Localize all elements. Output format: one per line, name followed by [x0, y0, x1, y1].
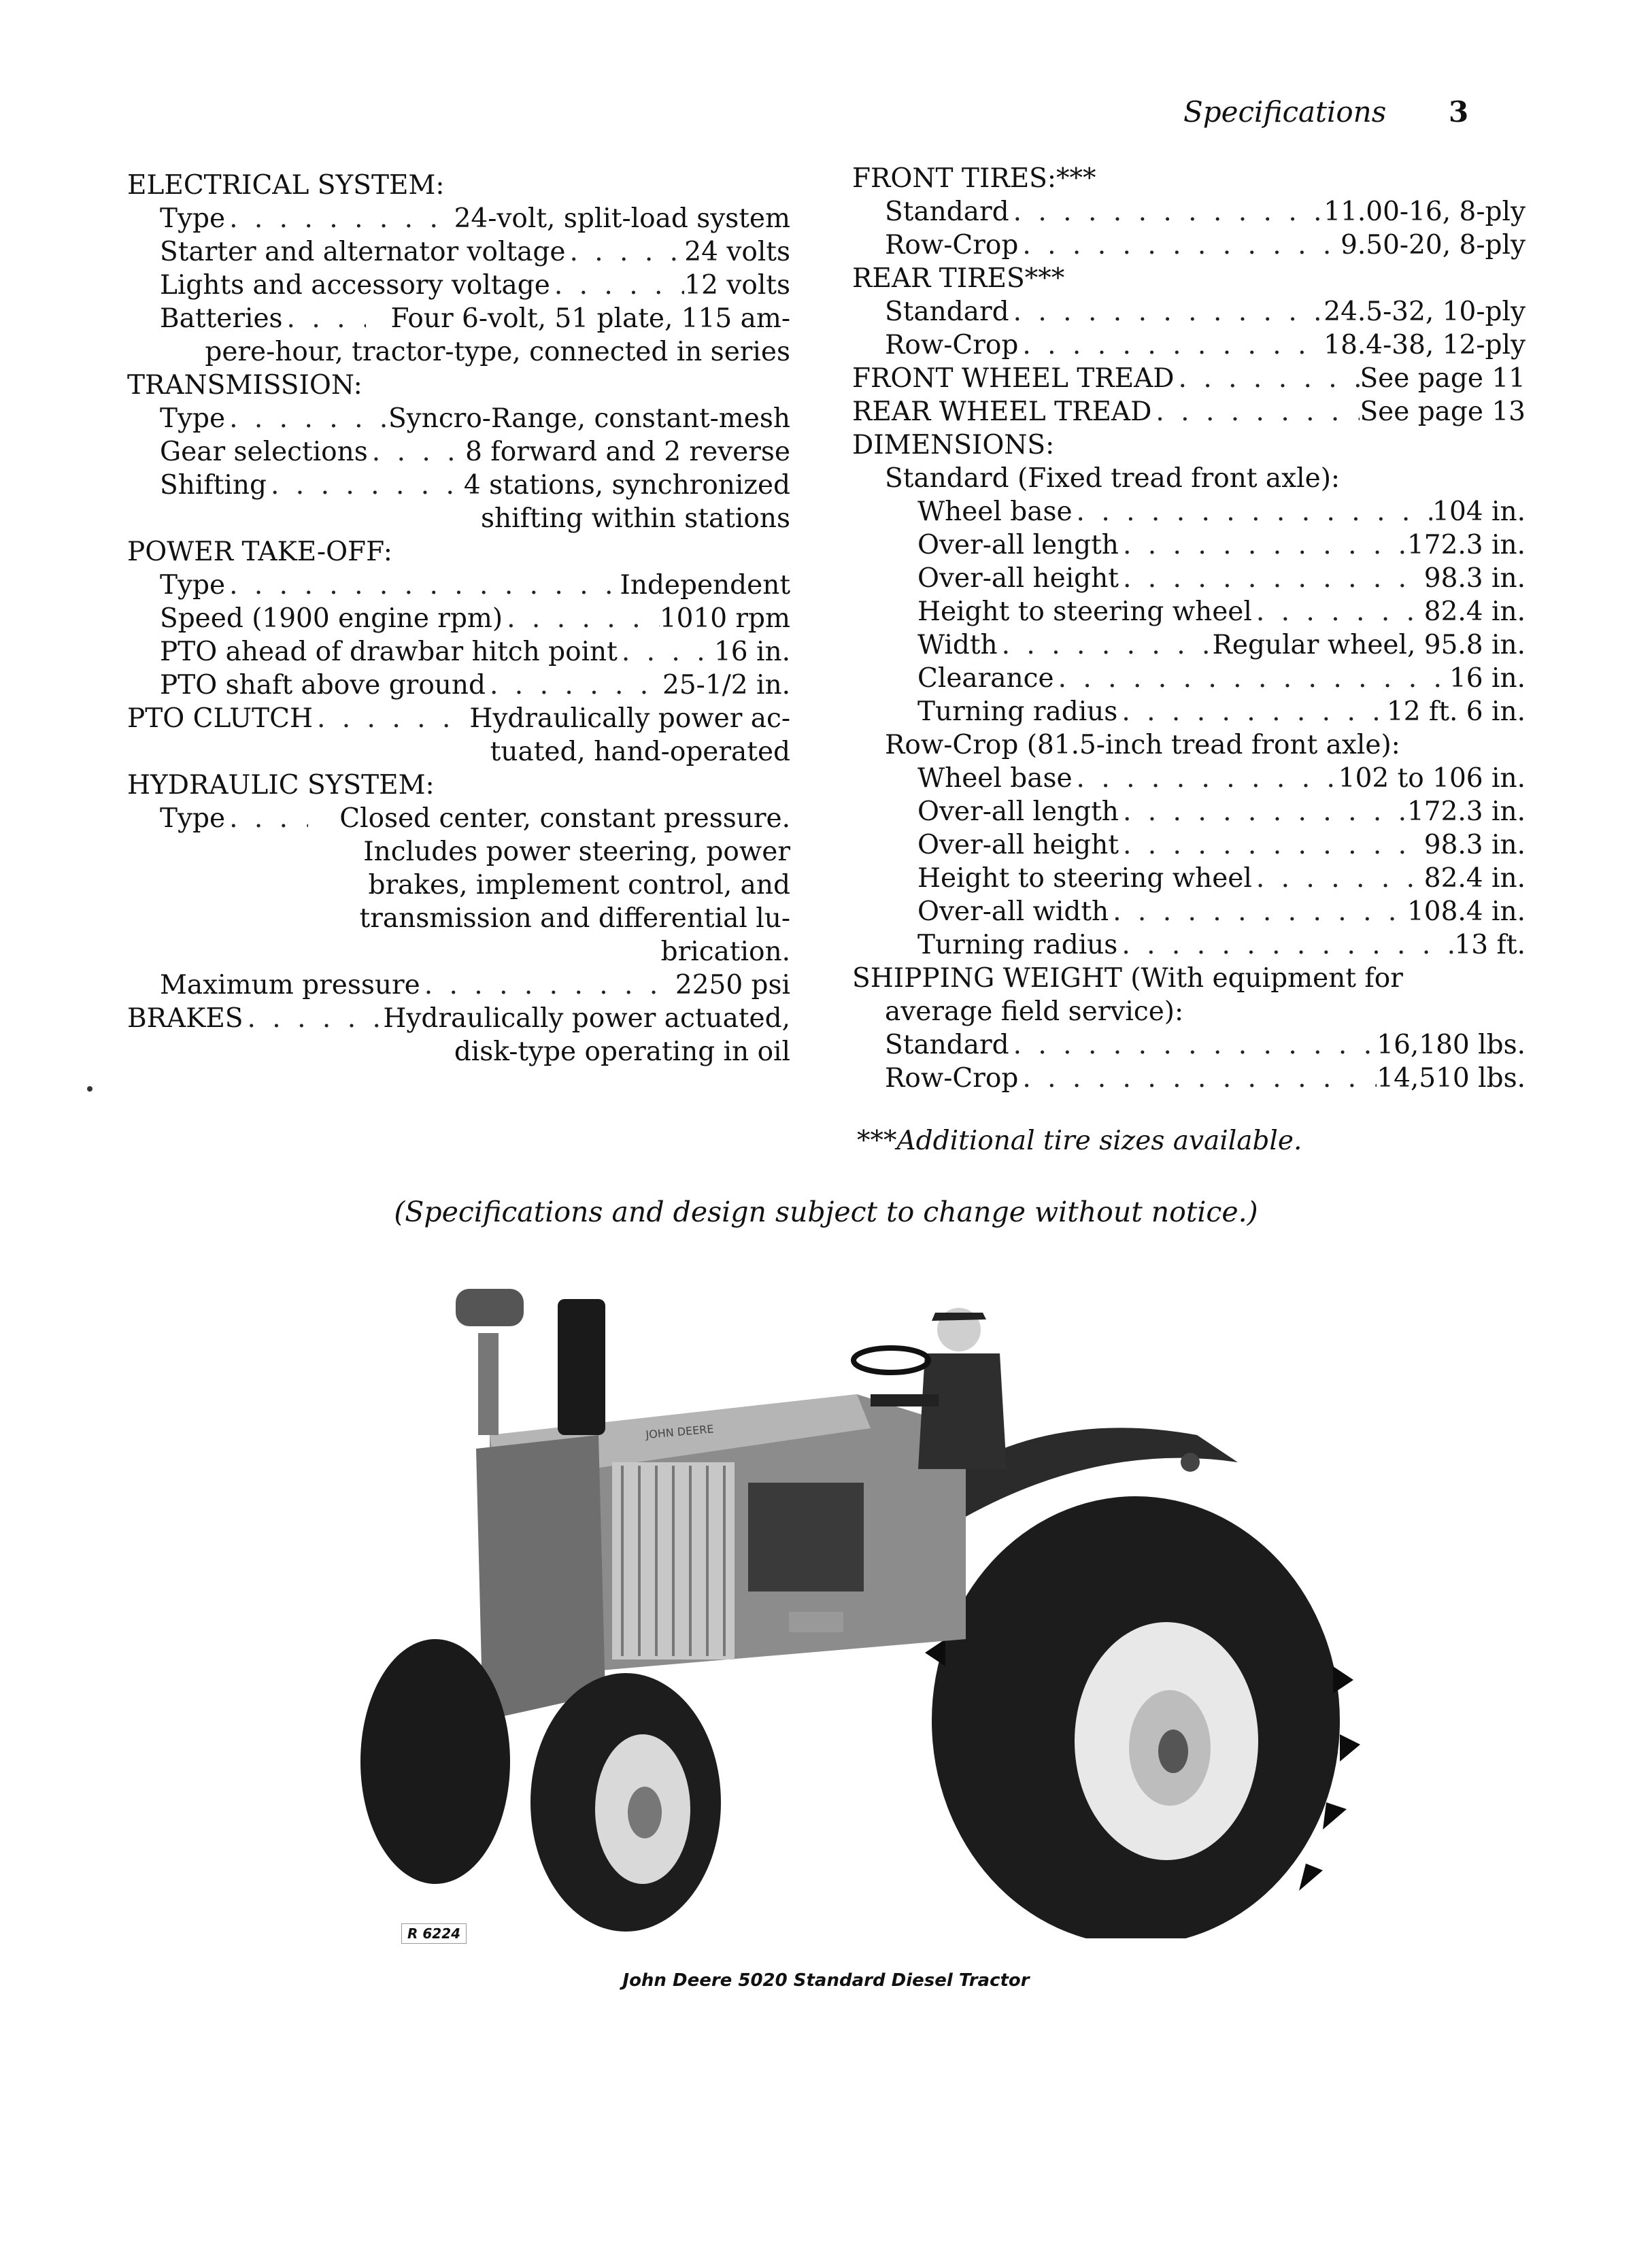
spec-value: 172.3 in.: [1406, 796, 1525, 827]
spec-value: Includes power steering, power: [363, 837, 790, 867]
leader-dots: [225, 202, 454, 235]
spec-line: [127, 1002, 790, 1035]
spec-label: Over-all height: [917, 563, 1119, 594]
spec-value: See page 11: [1360, 363, 1525, 394]
exhaust-and-intake-graphic: [456, 1289, 605, 1435]
spec-value: 98.3 in.: [1423, 563, 1525, 594]
leader-dots: [550, 269, 684, 302]
spec-line: [127, 469, 790, 502]
running-head: [1183, 95, 1469, 129]
spec-label: REAR WHEEL TREAD: [852, 397, 1152, 427]
spec-label: Lights and accessory voltage: [160, 270, 550, 301]
spec-value: 82.4 in.: [1423, 596, 1525, 627]
leader-dots: [1252, 595, 1424, 628]
change-notice: (Specifications and design subject to change without notice.): [394, 1196, 1258, 1228]
spec-label: Maximum pressure: [160, 970, 420, 1000]
spec-line: [127, 1035, 790, 1068]
spec-label: Row-Crop: [885, 230, 1019, 260]
leader-dots: [486, 669, 662, 702]
leader-dots: [1009, 1028, 1377, 1062]
spec-line: [127, 502, 790, 535]
leader-dots: [1119, 528, 1407, 562]
spec-line: [852, 662, 1525, 695]
spec-line: [127, 968, 790, 1002]
leader-dots: [225, 802, 308, 835]
spec-value: 102 to 106 in.: [1338, 763, 1525, 794]
spec-line: [127, 235, 790, 269]
spec-value: 1010 rpm: [659, 603, 790, 634]
leader-dots: [1018, 229, 1341, 262]
spec-line: [852, 462, 1525, 495]
spec-label: Standard: [885, 197, 1009, 227]
spec-value: 172.3 in.: [1406, 530, 1525, 560]
spec-value: Four 6-volt, 51 plate, 115 am-: [390, 303, 790, 334]
leader-dots: [1018, 1062, 1377, 1095]
leader-dots: [1009, 295, 1324, 328]
spec-label: Turning radius: [917, 930, 1118, 960]
spec-line: [852, 562, 1525, 595]
spec-line: [852, 262, 1525, 295]
leader-dots: [1119, 795, 1407, 828]
spec-label: Starter and alternator voltage: [160, 237, 566, 267]
spec-line: [852, 229, 1525, 262]
spec-value: 104 in.: [1432, 496, 1525, 527]
spec-label: FRONT WHEEL TREAD: [852, 363, 1175, 394]
spec-line: [127, 202, 790, 235]
spec-label: Over-all length: [917, 796, 1119, 827]
spec-label: DIMENSIONS:: [852, 430, 1055, 460]
spec-label: Standard (Fixed tread front axle):: [885, 463, 1341, 494]
tractor-photo: [354, 1258, 1381, 1938]
spec-label: Turning radius: [917, 696, 1118, 727]
spec-label: PTO shaft above ground: [160, 670, 486, 701]
spec-value: Hydraulically power actuated,: [383, 1003, 790, 1034]
leader-dots: [1119, 562, 1424, 595]
leader-dots: [1117, 928, 1454, 962]
spec-line: [852, 962, 1525, 995]
spec-line: [852, 895, 1525, 928]
leader-dots: [618, 635, 714, 669]
leader-dots: [420, 968, 675, 1002]
spec-label: Standard: [885, 1030, 1009, 1060]
spec-value: shifting within stations: [481, 503, 790, 534]
leader-dots: [1119, 828, 1424, 862]
spec-line: [852, 362, 1525, 395]
spec-label: FRONT TIRES:***: [852, 163, 1096, 194]
section-title: Specifications: [1183, 95, 1387, 129]
spec-line: [852, 928, 1525, 962]
spec-line: [852, 728, 1525, 762]
leader-dots: [503, 602, 660, 635]
spec-line: [852, 595, 1525, 628]
spec-value: pere-hour, tractor-type, connected in series: [205, 337, 790, 367]
spec-line: [127, 335, 790, 369]
spec-label: BRAKES: [127, 1003, 243, 1034]
spec-line: [127, 635, 790, 669]
spec-label: Over-all height: [917, 830, 1119, 860]
spec-line: [852, 495, 1525, 528]
spec-label: Row-Crop (81.5-inch tread front axle):: [885, 730, 1400, 760]
spec-value: 2250 psi: [675, 970, 790, 1000]
spec-label: Type: [160, 203, 226, 234]
spec-label: Width: [917, 630, 998, 660]
spec-label: Type: [160, 803, 226, 834]
tire-footnote: ***Additional tire sizes available.: [857, 1126, 1302, 1156]
spec-value: 24.5-32, 10-ply: [1324, 297, 1525, 327]
spec-label: TRANSMISSION:: [127, 370, 363, 401]
spec-value: Regular wheel, 95.8 in.: [1212, 630, 1525, 660]
spec-label: Speed (1900 engine rpm): [160, 603, 503, 634]
leader-dots: [225, 402, 388, 435]
spec-label: REAR TIRES***: [852, 263, 1065, 294]
spec-label: POWER TAKE-OFF:: [127, 537, 392, 567]
photo-reference-number: R 6224: [401, 1923, 467, 1944]
leader-dots: [243, 1002, 384, 1035]
spec-line: [127, 569, 790, 602]
spec-label: PTO CLUTCH: [127, 703, 313, 734]
spec-label: Type: [160, 403, 226, 434]
spec-value: 12 ft. 6 in.: [1386, 696, 1525, 727]
spec-line: [127, 602, 790, 635]
leader-dots: [1175, 362, 1360, 395]
spec-value: 25-1/2 in.: [662, 670, 790, 701]
spec-line: [127, 302, 790, 335]
right-spec-column: [852, 162, 1525, 1095]
spec-value: 14,510 lbs.: [1377, 1063, 1525, 1094]
spec-line: [127, 369, 790, 402]
leader-dots: [1009, 195, 1324, 229]
spec-label: Standard: [885, 297, 1009, 327]
spec-value: Closed center, constant pressure.: [339, 803, 790, 834]
tractor-body-graphic: [476, 1394, 966, 1721]
margin-dot: [87, 1086, 92, 1092]
spec-line: [852, 762, 1525, 795]
spec-line: [127, 902, 790, 935]
spec-label: Shifting: [160, 470, 267, 501]
spec-label: Height to steering wheel: [917, 596, 1252, 627]
spec-value: Syncro-Range, constant-mesh: [388, 403, 790, 434]
spec-label: PTO ahead of drawbar hitch point: [160, 637, 618, 667]
spec-value: brakes, implement control, and: [368, 870, 790, 900]
spec-label: Batteries: [160, 303, 283, 334]
spec-line: [852, 395, 1525, 428]
left-spec-column: [127, 169, 790, 1068]
spec-value: 9.50-20, 8-ply: [1341, 230, 1525, 260]
spec-line: [127, 269, 790, 302]
spec-line: [852, 995, 1525, 1028]
spec-value: 108.4 in.: [1406, 896, 1525, 927]
spec-value: 11.00-16, 8-ply: [1324, 197, 1525, 227]
spec-value: Independent: [620, 570, 790, 601]
page-number: 3: [1449, 95, 1469, 129]
spec-label: SHIPPING WEIGHT (With equipment for: [852, 963, 1403, 994]
leader-dots: [1054, 662, 1449, 695]
spec-line: [852, 862, 1525, 895]
spec-value: 8 forward and 2 reverse: [465, 437, 790, 467]
spec-line: [852, 1028, 1525, 1062]
leader-dots: [1117, 695, 1387, 728]
spec-label: Row-Crop: [885, 1063, 1019, 1094]
leader-dots: [313, 702, 469, 735]
spec-line: [127, 835, 790, 869]
spec-line: [852, 295, 1525, 328]
leader-dots: [267, 469, 464, 502]
spec-label: ELECTRICAL SYSTEM:: [127, 170, 445, 201]
spec-line: [852, 195, 1525, 229]
leader-dots: [1018, 328, 1324, 362]
spec-line: [852, 162, 1525, 195]
spec-value: 82.4 in.: [1423, 863, 1525, 894]
spec-label: Over-all width: [917, 896, 1109, 927]
spec-label: Over-all length: [917, 530, 1119, 560]
spec-value: 16 in.: [713, 637, 790, 667]
spec-label: Clearance: [917, 663, 1054, 694]
spec-label: Wheel base: [917, 496, 1073, 527]
spec-value: transmission and differential lu-: [359, 903, 790, 934]
leader-dots: [1109, 895, 1407, 928]
spec-label: Wheel base: [917, 763, 1073, 794]
spec-line: [127, 802, 790, 835]
spec-line: [852, 628, 1525, 662]
spec-line: [127, 535, 790, 569]
spec-line: [127, 169, 790, 202]
spec-value: 18.4-38, 12-ply: [1324, 330, 1525, 360]
spec-value: 24 volts: [684, 237, 790, 267]
leader-dots: [1252, 862, 1424, 895]
leader-dots: [1073, 762, 1338, 795]
spec-line: [852, 695, 1525, 728]
leader-dots: [998, 628, 1213, 662]
leader-dots: [1151, 395, 1360, 428]
spec-label: Type: [160, 570, 226, 601]
spec-line: [852, 428, 1525, 462]
spec-value: tuated, hand-operated: [490, 737, 790, 767]
spec-label: HYDRAULIC SYSTEM:: [127, 770, 435, 801]
spec-value: 98.3 in.: [1423, 830, 1525, 860]
leader-dots: [565, 235, 684, 269]
spec-value: 4 stations, synchronized: [463, 470, 790, 501]
spec-value: 16 in.: [1449, 663, 1525, 694]
spec-value: 12 volts: [684, 270, 790, 301]
spec-line: [852, 1062, 1525, 1095]
leader-dots: [368, 435, 465, 469]
photo-caption: John Deere 5020 Standard Diesel Tractor: [622, 1970, 1030, 1991]
spec-line: [127, 669, 790, 702]
spec-value: See page 13: [1360, 397, 1525, 427]
leader-dots: [225, 569, 620, 602]
spec-line: [852, 328, 1525, 362]
spec-line: [127, 769, 790, 802]
spec-label: average field service):: [885, 996, 1184, 1027]
rear-tire-graphic: [925, 1496, 1360, 1938]
spec-line: [127, 435, 790, 469]
spec-label: Row-Crop: [885, 330, 1019, 360]
spec-value: 24-volt, split-load system: [454, 203, 790, 234]
spec-line: [852, 528, 1525, 562]
spec-value: disk-type operating in oil: [454, 1037, 790, 1067]
leader-dots: [283, 302, 366, 335]
spec-line: [852, 795, 1525, 828]
hood-lettering: JOHN DEERE: [645, 1422, 715, 1441]
spec-label: Gear selections: [160, 437, 368, 467]
spec-line: [127, 402, 790, 435]
spec-line: [127, 869, 790, 902]
spec-line: [127, 702, 790, 735]
spec-line: [127, 935, 790, 968]
leader-dots: [1073, 495, 1433, 528]
spec-line: [852, 828, 1525, 862]
spec-value: 16,180 lbs.: [1377, 1030, 1525, 1060]
spec-value: Hydraulically power ac-: [469, 703, 790, 734]
spec-label: Height to steering wheel: [917, 863, 1252, 894]
spec-line: [127, 735, 790, 769]
spec-value: brication.: [660, 937, 790, 967]
spec-value: 13 ft.: [1454, 930, 1525, 960]
